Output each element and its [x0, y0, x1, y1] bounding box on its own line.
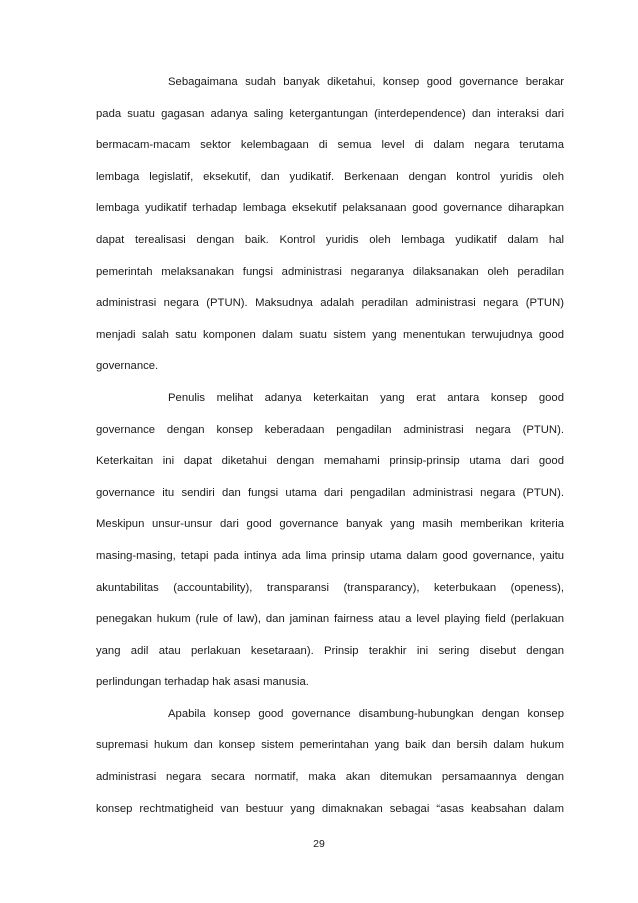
- text-line: lembaga yudikatif terhadap lembaga eksekutif pelaksanaan good governance diharapkan: [96, 202, 564, 215]
- page-number: 29: [313, 838, 325, 850]
- text-line: Sebagaimana sudah banyak diketahui, konsep good governance berakar: [168, 76, 564, 88]
- text-line: pada suatu gagasan adanya saling ketergantungan (interdependence) dan interaksi dari: [96, 107, 564, 120]
- body-text: [96, 67, 564, 825]
- text-line: Apabila konsep good governance disambung-hubungkan dengan konsep: [168, 707, 564, 720]
- text-line: penegakan hukum (rule of law), dan jaminan fairness atau a level playing field (perlakuan: [96, 613, 564, 626]
- text-line: administrasi negara secara normatif, maka akan ditemukan persamaannya dengan: [96, 771, 564, 784]
- text-line: masing-masing, tetapi pada intinya ada lima prinsip utama dalam good governance, yaitu: [96, 549, 564, 562]
- text-line: pemerintah melaksanakan fungsi administrasi negaranya dilaksanakan oleh peradilan: [96, 265, 564, 278]
- text-line: governance dengan konsep keberadaan pengadilan administrasi negara (PTUN).: [96, 423, 564, 436]
- text-line: Penulis melihat adanya keterkaitan yang erat antara konsep good: [168, 391, 564, 404]
- text-line: yang adil atau perlakuan kesetaraan). Prinsip terakhir ini sering disebut dengan: [96, 644, 564, 657]
- text-line: menjadi salah satu komponen dalam suatu sistem yang menentukan terwujudnya good: [96, 328, 564, 341]
- text-line: lembaga legislatif, eksekutif, dan yudikatif. Berkenaan dengan kontrol yuridis oleh: [96, 170, 564, 183]
- text-line: governance.: [96, 360, 159, 373]
- text-line: administrasi negara (PTUN). Maksudnya adalah peradilan administrasi negara (PTUN): [96, 297, 564, 310]
- text-line: governance itu sendiri dan fungsi utama dari pengadilan administrasi negara (PTUN).: [96, 486, 564, 499]
- text-line: perlindungan terhadap hak asasi manusia.: [96, 676, 309, 689]
- text-line: dapat terealisasi dengan baik. Kontrol yuridis oleh lembaga yudikatif dalam hal: [96, 233, 564, 246]
- text-line: supremasi hukum dan konsep sistem pemerintahan yang baik dan bersih dalam hukum: [96, 739, 564, 752]
- text-line: bermacam-macam sektor kelembagaan di semua level di dalam negara terutama: [96, 139, 564, 152]
- text-line: konsep rechtmatigheid van bestuur yang dimaknakan sebagai “asas keabsahan dalam: [96, 802, 564, 815]
- text-line: Meskipun unsur-unsur dari good governance banyak yang masih memberikan kriteria: [96, 518, 564, 531]
- text-line: Keterkaitan ini dapat diketahui dengan memahami prinsip-prinsip utama dari good: [96, 455, 564, 468]
- text-line: akuntabilitas (accountability), transparansi (transparancy), keterbukaan (openess),: [96, 581, 564, 594]
